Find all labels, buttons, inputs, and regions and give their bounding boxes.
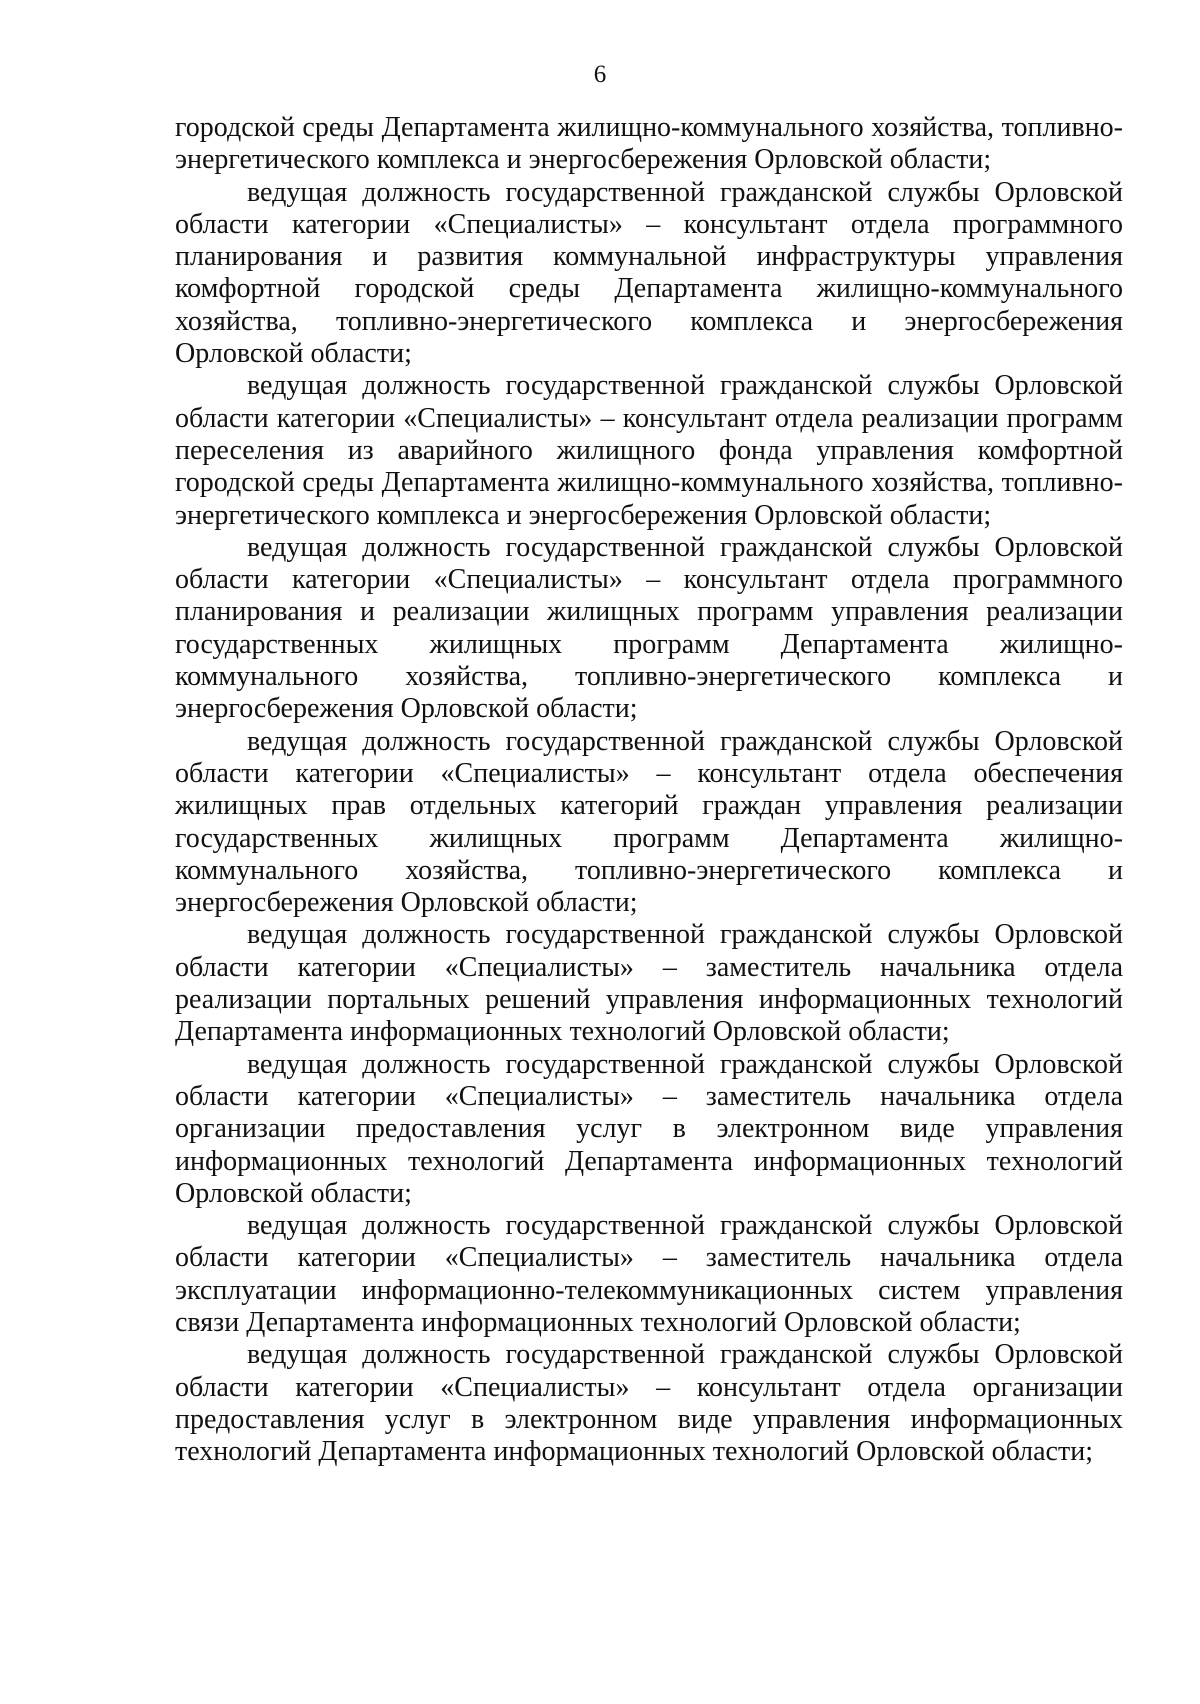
paragraph: ведущая должность государственной гражданской службы Орловской области категории «Специалисты» – консультант отдела реализации программ переселения из аварийного жилищного фонда управления комфортной городской среды Департамента жилищно-коммунального хозяйства, топливно-энергетического комплекса и энергосбережения Орловской области; [175, 370, 1123, 531]
paragraph: ведущая должность государственной гражданской службы Орловской области категории «Специалисты» – консультант отдела организации предоставления услуг в электронном виде управления информационных технологий Департамента информационных технологий Орловской области; [175, 1339, 1123, 1468]
paragraph: ведущая должность государственной гражданской службы Орловской области категории «Специалисты» – заместитель начальника отдела организации предоставления услуг в электронном виде управления информационных технологий Департамента информационных технологий Орловской области; [175, 1048, 1123, 1209]
paragraph-continuation: городской среды Департамента жилищно-коммунального хозяйства, топливно-энергетического комплекса и энергосбережения Орловской области; [175, 112, 1123, 176]
paragraph: ведущая должность государственной гражданской службы Орловской области категории «Специалисты» – консультант отдела программного планирования и реализации жилищных программ управления реализации государственных жилищных программ Департамента жилищно-коммунального хозяйства, топливно-энергетического комплекса и энергосбережения Орловской области; [175, 531, 1123, 725]
paragraph: ведущая должность государственной гражданской службы Орловской области категории «Специалисты» – заместитель начальника отдела эксплуатации информационно-телекоммуникационных систем управления связи Департамента информационных технологий Орловской области; [175, 1210, 1123, 1338]
paragraph: ведущая должность государственной гражданской службы Орловской области категории «Специалисты» – консультант отдела программного планирования и развития коммунальной инфраструктуры управления комфортной городской среды Департамента жилищно-коммунального хозяйства, топливно-энергетического комплекса и энергосбережения Орловской области; [175, 176, 1123, 370]
paragraph: ведущая должность государственной гражданской службы Орловской области категории «Специалисты» – заместитель начальника отдела реализации портальных решений управления информационных технологий Департамента информационных технологий Орловской области; [175, 919, 1123, 1048]
document-body [175, 112, 1123, 1468]
page-number: 6 [593, 61, 607, 88]
paragraph: ведущая должность государственной гражданской службы Орловской области категории «Специалисты» – консультант отдела обеспечения жилищных прав отдельных категорий граждан управления реализации государственных жилищных программ Департамента жилищно-коммунального хозяйства, топливно-энергетического комплекса и энергосбережения Орловской области; [175, 725, 1123, 919]
